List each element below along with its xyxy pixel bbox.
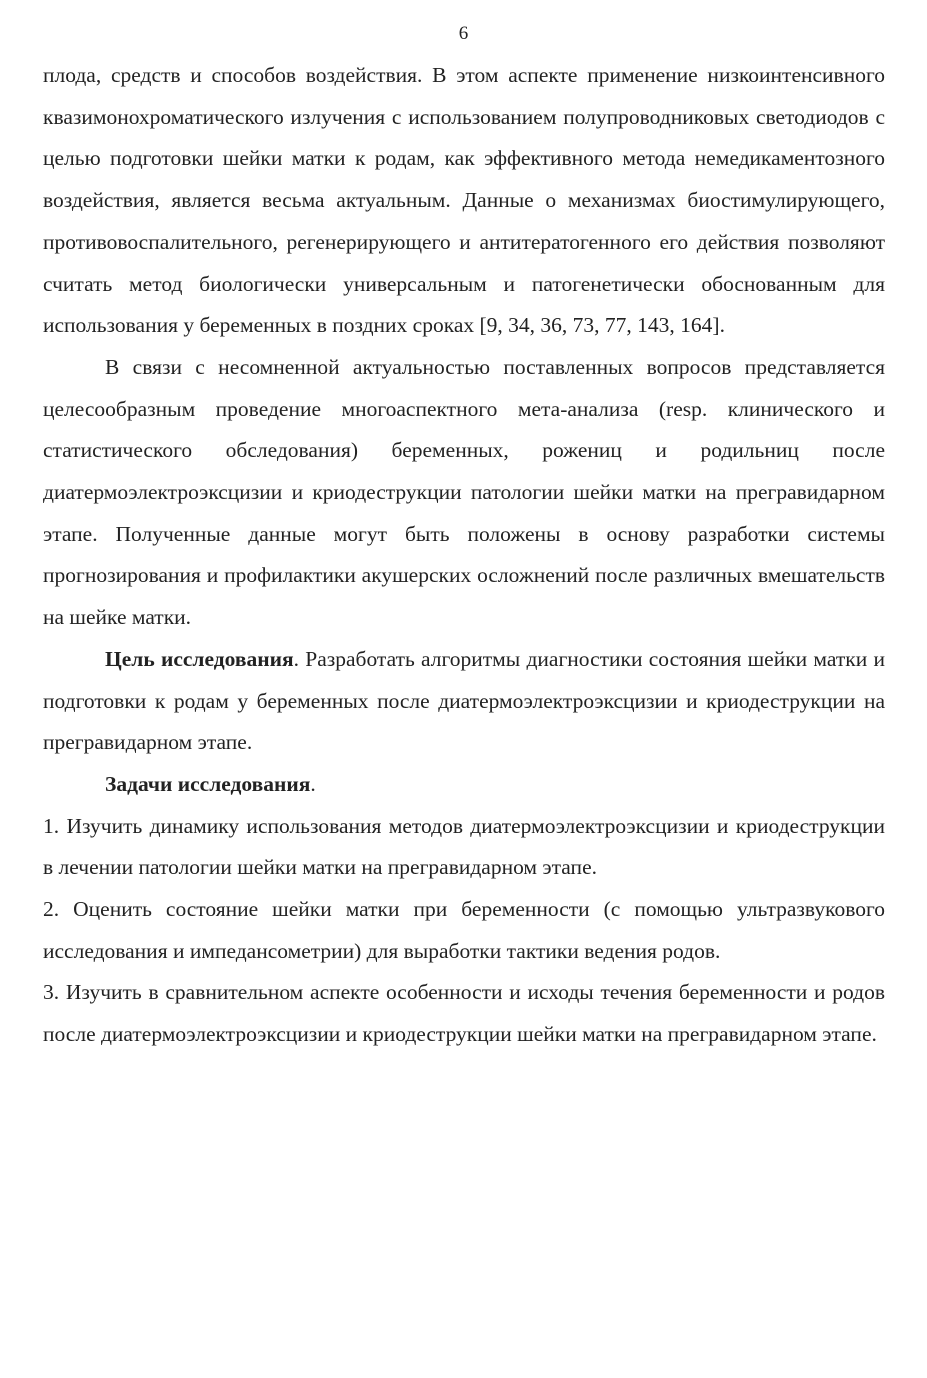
task-item-3: 3. Изучить в сравнительном аспекте особенности и исходы течения беременности и родов после диатермоэлектроэксцизии и криодеструкции шейки матки на прегравидарном этапе. [43, 980, 885, 1047]
task-item-2: 2. Оценить состояние шейки матки при беременности (с помощью ультразвукового исследования и импедансометрии) для выработки тактики ведения родов. [43, 897, 885, 963]
task-list [43, 806, 885, 1056]
tasks-heading-suffix: . [310, 771, 316, 796]
task-item-1: 1. Изучить динамику использования методов диатермоэлектроэксцизии и криодеструкции в лечении патологии шейки матки на прегравидарном этапе. [43, 813, 885, 880]
page-number: 6 [458, 23, 469, 44]
paragraph-context: плода, средств и способов воздействия. В этом аспекте применение низкоинтенсивного квазимонохроматического излучения с использованием полупроводниковых светодиодов с целью подготовки шейки матки к родам, как эффективного метода немедикаментозного воздействия, является весьма актуальным. Данные о механизмах биостимулирующего, противовоспалительного, регенерирующего и антитератогенного его действия позволяют считать метод биологически универсальным и патогенетически обоснованным для использования у беременных в поздних сроках [9, 34, 36, 73, 77, 143, 164]. [43, 63, 885, 338]
goal-heading: Цель исследования [105, 646, 294, 671]
paragraph-relevance: В связи с несомненной актуальностью поставленных вопросов представляется целесообразным проведение многоаспектного мета-анализа (resp. клинического и статистического обследования) беременных, рожениц и родильниц после диатермоэлектроэксцизии и криодеструкции патологии шейки матки на прегравидарном этапе. Полученные данные могут быть положены в основу разработки системы прогнозирования и профилактики акушерских осложнений после различных вмешательств на шейке матки. [43, 354, 885, 630]
page-content [43, 55, 885, 1056]
goal-text: . Разработать алгоритмы диагностики состояния шейки матки и подготовки к родам у беременных после диатермоэлектроэксцизии и криодеструкции на прегравидарном этапе. [43, 646, 885, 755]
tasks-heading-line [43, 764, 885, 806]
tasks-heading: Задачи исследования [105, 771, 311, 796]
research-goal [43, 639, 885, 764]
